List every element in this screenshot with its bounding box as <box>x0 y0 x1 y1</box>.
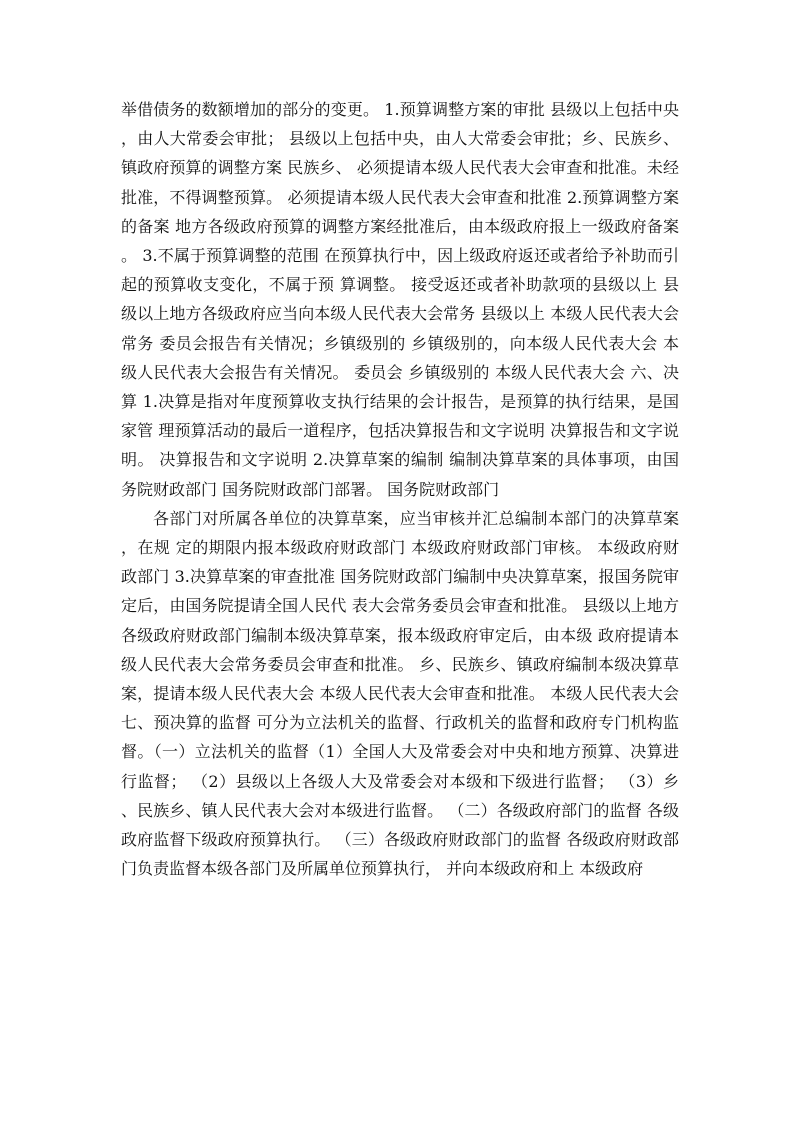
body-paragraph-1: 举借债务的数额增加的部分的变更。 1.预算调整方案的审批 县级以上包括中央，由人大常委会审批； 县级以上包括中央，由人大常委会审批；乡、民族乡、镇政府预算的调整方案 民族乡、 必须提请本级人民代表大会审查和批准。未经批准，不得调整预算。 必须提请本级人民代表大会审查和批准 2.预算调整方案的备案 地方各级政府预算的调整方案经批准后，由本级政府报上一级政府备案。 3.不属于预算调整的范围 在预算执行中，因上级政府返还或者给予补助而引起的预算收支变化，不属于预 算调整。 接受返还或者补助款项的县级以上 县级以上地方各级政府应当向本级人民代表大会常务 县级以上 本级人民代表大会常务 委员会报告有关情况；乡镇级别的 乡镇级别的，向本级人民代表大会 本级人民代表大会报告有关情况。 委员会 乡镇级别的 本级人民代表大会 六、决 算 1.决算是指对年度预算收支执行结果的会计报告，是预算的执行结果，是国家管 理预算活动的最后一道程序，包括决算报告和文字说明 决算报告和文字说明。 决算报告和文字说明 2.决算草案的编制 编制决算草案的具体事项，由国务院财政部门 国务院财政部门部署。 国务院财政部门 <box>121 100 679 499</box>
body-paragraph-2: 各部门对所属各单位的决算草案，应当审核并汇总编制本部门的决算草案，在规 定的期限内报本级政府财政部门 本级政府财政部门审核。 本级政府财政部门 3.决算草案的审查批准 国务院财政部门编制中央决算草案，报国务院审定后，由国务院提请全国人民代 表大会常务委员会审查和批准。 县级以上地方各级政府财政部门编制本级决算草案，报本级政府审定后，由本级 政府提请本级人民代表大会常务委员会审查和批准。 乡、民族乡、镇政府编制本级决算草案，提请本级人民代表大会 本级人民代表大会审查和批准。 本级人民代表大会 七、预决算的监督 可分为立法机关的监督、行政机关的监督和政府专门机构监督。（一）立法机关的监督（1）全国人大及常委会对中央和地方预算、决算进行监督； （2）县级以上各级人大及常委会对本级和下级进行监督； （3）乡、民族乡、镇人民代表大会对本级进行监督。 （二）各级政府部门的监督 各级政府监督下级政府预算执行。 （三）各级政府财政部门的监督 各级政府财政部门负责监督本级各部门及所属单位预算执行， 并向本级政府和上 本级政府 <box>121 508 679 879</box>
document-body <box>121 95 679 883</box>
